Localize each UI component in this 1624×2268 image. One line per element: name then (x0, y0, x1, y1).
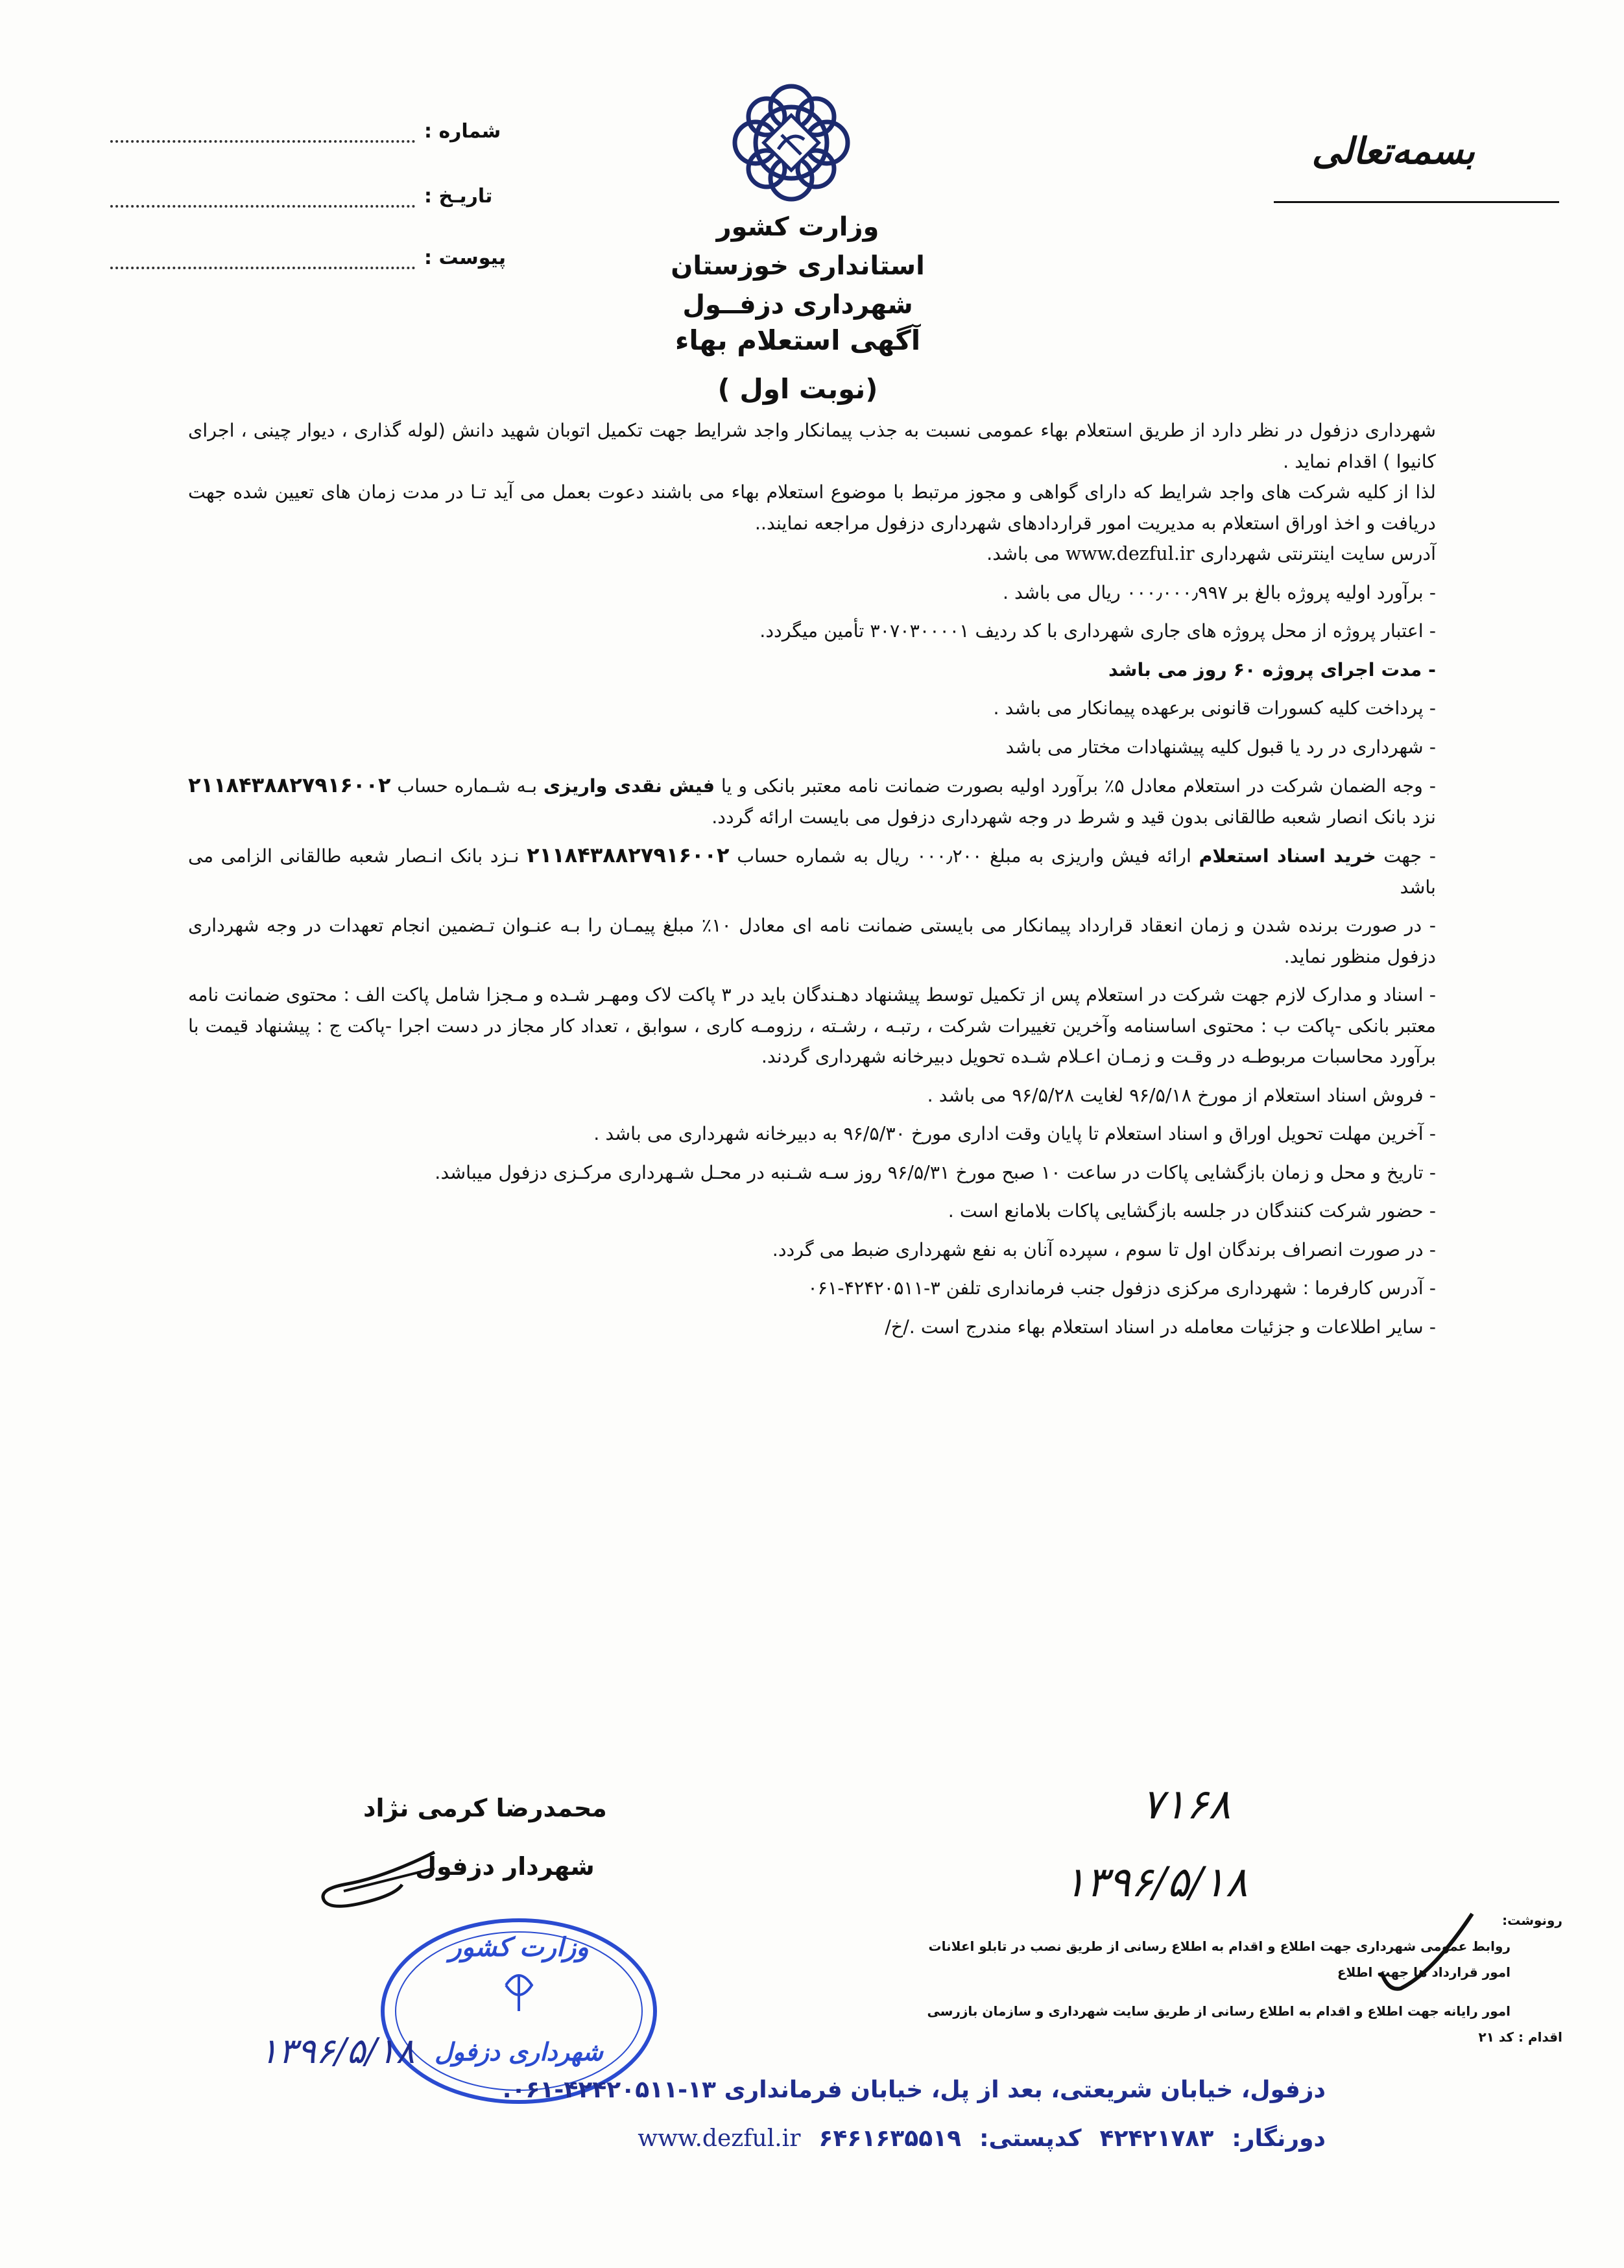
para-guarantee (188, 770, 1436, 832)
attachment-label: پیوست : (424, 247, 507, 269)
stamp-ministry-text: وزارت کشور (449, 1932, 589, 1962)
number-dotted-line (110, 121, 415, 143)
organization-block (571, 208, 1025, 324)
municipality-logo (720, 78, 863, 208)
notice-title: آگهی استعلام بهاء (675, 324, 921, 356)
para-performance-bond: - در صورت برنده شدن و زمان انعقاد قرارداد پیمانکار می بایستی ضمانت نامه ای معادل ۱۰٪ مبلغ پیمـان را بـه عنـوان تـضمین انجام تعهدات در وجه شهرداری دزفول منظور نماید. (188, 915, 1436, 967)
date-dotted-line (110, 186, 415, 208)
number-label: شماره : (424, 120, 501, 143)
cc-line-public-relations: روابط عمومی شهرداری جهت اطلاع و اقدام به اطلاع رسانی از طریق نصب در تابلو اعلانات (928, 1938, 1511, 1954)
guarantee-text-3: نزد بانک انصار شعبه طالقانی بدون قید و شرط در وجه شهرداری دزفول می بایست ارائه گردد. (711, 806, 1436, 828)
purchase-text-3: نـزد بانک انـصار شعبه طالقانی الزامی می باشد (188, 845, 1436, 898)
stamp-municipality-text: شهرداری دزفول (435, 2037, 603, 2066)
footer-contact (638, 2118, 1326, 2160)
bismillah-heading: بسمه‌تعالی (1311, 130, 1475, 173)
attachment-field (110, 247, 506, 269)
purchase-text-1: - جهت (1376, 845, 1437, 867)
guarantee-text-2: بـه شـماره حساب (390, 775, 543, 797)
number-field (110, 120, 501, 143)
signer-name: محمدرضا کرمی نژاد (363, 1794, 607, 1822)
guarantee-account-number: ۲۱۱۸۴۳۸۸۲۷۹۱۶۰۰۲ (188, 773, 391, 797)
para-opening: - تاریخ و محل و زمان بازگشایی پاکات در ساعت ۱۰ صبح مورخ ۹۶/۵/۳۱ روز سـه شـنبه در محـل شـهرداری مرکـزی دزفول میباشد. (435, 1161, 1436, 1183)
postal-label: کدپستی: (979, 2125, 1082, 2152)
para-envelopes: - اسناد و مدارک لازم جهت شرکت در استعلام پس از تکمیل توسط پیشنهاد دهـندگان باید در ۳ پاکت لاک ومهـر شـده و مـجزا شامل پاکت الف : محتوی ضمانت نامه معتبر بانکی -پاکت ب : محتوی اساسنامه وآخرین تغییرات شرکت ، رتبـه ، رشـته ، رزومـه کاری ، سوابق ، تعداد کار مجاز در دست اجرا -پاکت ج : پیشنهاد قیمت با برآورد محاسبات مربوطـه در وقـت و زمـان اعـلام شـده تحویل دبیرخانه شهرداری گردند. (188, 984, 1436, 1067)
para-duration: - مدت اجرای پروژه ۶۰ روز می باشد (1108, 658, 1436, 681)
footer-website[interactable]: www.dezful.ir (638, 2125, 801, 2152)
handwritten-letter-number: ۷۱۶۸ (1141, 1781, 1231, 1829)
handwritten-letter-date: ۱۳۹۶/۵/۱۸ (1064, 1859, 1248, 1907)
municipality-line: شهرداری دزفــول (682, 290, 913, 320)
governorate-line: استانداری خوزستان (671, 251, 925, 281)
handwritten-signature (305, 1839, 448, 1920)
guarantee-text-1: - وجه الضمان شرکت در استعلام معادل ۵٪ برآورد اولیه بصورت ضمانت نامه معتبر بانکی و یا (715, 775, 1437, 797)
purchase-text-2: ارائه فیش واریزی به مبلغ ۰۰۰٫۲۰۰ ریال به شماره حساب (729, 845, 1199, 867)
fax-label: دورنگار: (1232, 2125, 1326, 2152)
website-prefix: آدرس سایت اینترنتی شهرداری (1194, 543, 1436, 564)
cc-line-it: امور رایانه جهت اطلاع و اقدام به اطلاع رسانی از طریق سایت شهرداری و سازمان بازرسی (927, 2003, 1511, 2019)
cc-action-code: اقدام : کد ۲۱ (1478, 2029, 1562, 2045)
para-invitation: لذا از کلیه شرکت های واجد شرایط که دارای گواهی و مجوز مرتبط با موضوع استعلام بهاء می باشند دعوت بعمل می آید تـا در مدت زمان های تعیین شده جهت دریافت و اخذ اوراق استعلام به مدیریت امور قراردادهای شهرداری دزفول مراجعه نمایند.. (188, 481, 1436, 534)
bismillah-underline (1274, 201, 1559, 203)
attachment-dotted-line (110, 247, 415, 269)
date-label: تاریـخ : (424, 185, 493, 208)
purchase-documents: خرید اسناد استعلام (1199, 845, 1376, 867)
fax-number: ۴۲۴۲۱۷۸۳ (1099, 2125, 1214, 2152)
footer-address: دزفول، خیابان شریعتی، بعد از پل، خیابان فرمانداری ۱۳-۴۲۴۲۰۵۱۱-۰۶۱. (502, 2077, 1326, 2103)
para-purchase (188, 840, 1436, 902)
guarantee-cash-receipt: فیش نقدی واریزی (543, 775, 715, 797)
para-employer-address: - آدرس کارفرما : شهرداری مرکزی دزفول جنب فرمانداری تلفن ۳-۴۲۴۲۰۵۱۱-۰۶۱ (807, 1277, 1436, 1299)
para-sale-dates: - فروش اسناد استعلام از مورخ ۹۶/۵/۱۸ لغایت ۹۶/۵/۲۸ می باشد . (927, 1084, 1436, 1106)
notice-round: (نوبت اول ) (717, 373, 878, 405)
para-attendance: - حضور شرکت کنندگان در جلسه بازگشایی پاکات بلامانع است . (948, 1200, 1436, 1222)
stamp-date: ۱۳۹۶/۵/۱۸ (259, 2031, 415, 2071)
para-credit: - اعتبار پروژه از محل پروژه های جاری شهرداری با کد ردیف ۳۰۷۰۳۰۰۰۰۱ تأمین میگردد. (759, 620, 1436, 642)
para-website (188, 538, 1436, 570)
ministry-line: وزارت کشور (716, 212, 879, 242)
purchase-account-number: ۲۱۱۸۴۳۸۸۲۷۹۱۶۰۰۲ (527, 843, 730, 867)
para-deadline: - آخرین مهلت تحویل اوراق و اسناد استعلام تا پایان وقت اداری مورخ ۹۶/۵/۳۰ به دبیرخانه شهرداری می باشد . (593, 1123, 1436, 1144)
para-deductions: - پرداخت کلیه کسورات قانونی برعهده پیمانکار می باشد . (993, 697, 1436, 719)
para-rights: - شهرداری در رد یا قبول کلیه پیشنهادات مختار می باشد (1005, 736, 1436, 758)
notice-body (188, 415, 1436, 1342)
para-intro: شهرداری دزفول در نظر دارد از طریق استعلام بهاء عمومی نسبت به جذب پیمانکار واجد شرایط جهت تکمیل اتوبان شهید دانش (لوله گذاری ، دیوار چینی ، اجرای کانیوا ) اقدام نماید . (188, 420, 1436, 472)
website-suffix: می باشد. (986, 543, 1066, 564)
checkmark-icon (1368, 1901, 1485, 2007)
cc-heading: رونوشت: (1502, 1912, 1562, 1928)
para-withdrawal: - در صورت انصراف برندگان اول تا سوم ، سپرده آنان به نفع شهرداری ضبط می گردد. (772, 1238, 1436, 1261)
postal-code: ۶۴۶۱۶۳۵۵۱۹ (818, 2125, 962, 2152)
date-field (110, 185, 492, 208)
para-other-info: - سایر اطلاعات و جزئیات معامله در اسناد استعلام بهاء مندرج است ./خ/ (885, 1316, 1436, 1338)
para-estimate: - برآورد اولیه پروژه بالغ بر ۰۰۰٫۰۰۰٫۹۹۷ ریال می باشد . (1002, 581, 1436, 603)
signer-title: شهردار دزفول (415, 1852, 595, 1881)
website-link[interactable]: www.dezful.ir (1065, 543, 1195, 564)
cc-line-contracts: امور قرارداد ها جهت اطلاع (1337, 1964, 1511, 1980)
